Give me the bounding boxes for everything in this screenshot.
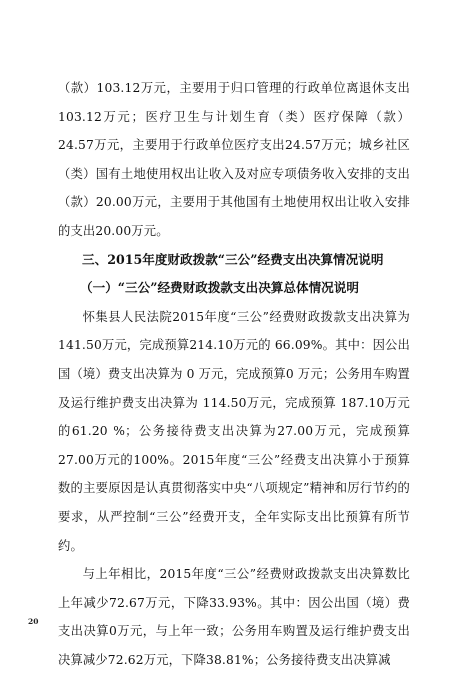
- subsection-heading-overall: （一）“三公”经费财政拨款支出决算总体情况说明: [80, 280, 359, 296]
- paragraph-overall-situation: 怀集县人民法院2015年度“三公”经费财政拨款支出决算为141.50万元，完成预算214.10万元的 66.09%。其中：因公出国（境）费支出决算为 0 万元，完成预算0 万元；公务用车购置及运行维护费支出决算为 114.50万元，完成预算 187.10万元的61.20 %；公务接待费支出决算为27.00万元，完成预算27.00万元的100%。2015年度“三公”经费支出决算小于预算数的主要原因是认真贯彻落实中央“八项规定”精神和厉行节约的要求，从严控制“三公”经费开支，全年实际支出比预算有所节约。: [58, 309, 410, 553]
- page-number: 20: [28, 617, 39, 626]
- document-page: [58, 74, 410, 674]
- section-heading-three-public: 三、2015年度财政拨款“三公”经费支出决算情况说明: [82, 251, 384, 267]
- paragraph-year-comparison: 与上年相比，2015年度“三公”经费财政拨款支出决算数比上年减少72.67万元，下降33.93%。其中：因公出国（境）费支出决算0万元，与上年一致；公务用车购置及运行维护费支出决算减少72.62万元，下降38.81%；公务接待费支出决算减: [58, 567, 410, 667]
- paragraph-expenditure-details: （款）103.12万元，主要用于归口管理的行政单位离退休支出103.12万元；医疗卫生与计划生育（类）医疗保障（款）24.57万元，主要用于行政单位医疗支出24.57万元；城乡社区（类）国有土地使用权出让收入及对应专项债务收入安排的支出（款）20.00万元，主要用于其他国有土地使用权出让收入安排的支出20.00万元。: [58, 81, 410, 238]
